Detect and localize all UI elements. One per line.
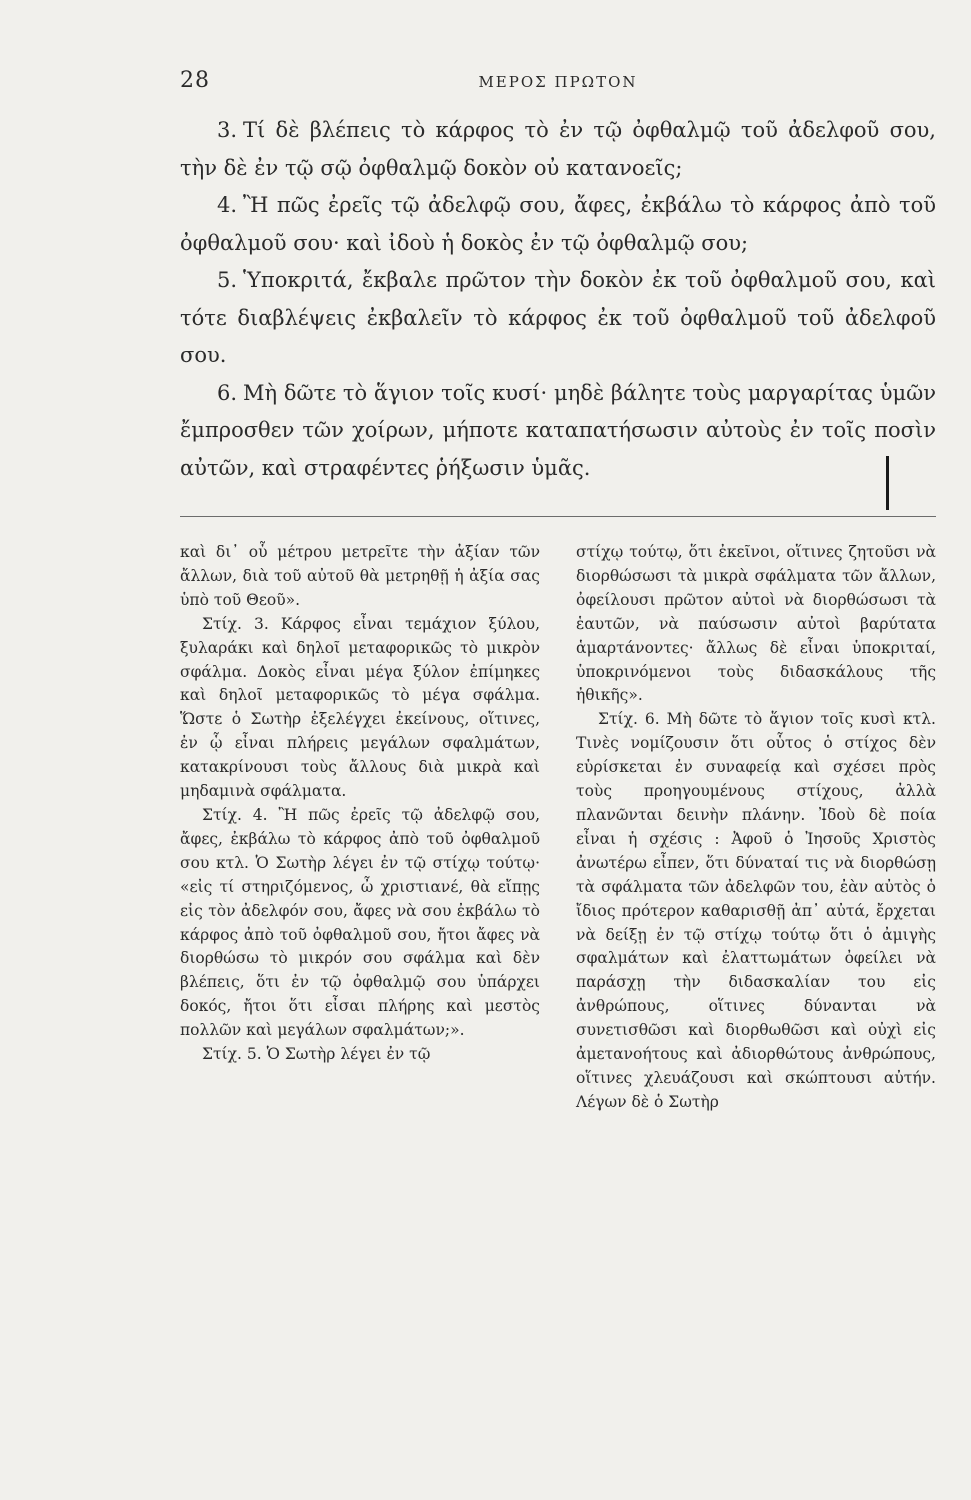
- note-verse-5: Στίχ. 5. Ὁ Σωτὴρ λέγει ἐν τῷ: [202, 1045, 431, 1064]
- verse-number: 5.: [217, 268, 238, 292]
- verse-6: [180, 375, 936, 488]
- verse-text: Μὴ δῶτε τὸ ἅγιον τοῖς κυσί· μηδὲ βάλητε τοὺς μαργαρίτας ὑμῶν ἔμπροσθεν τῶν χοίρων, μήποτε καταπατήσωσιν αὐτοὺς ἐν τοῖς ποσὶν αὐτῶν, καὶ στραφέντες ῥήξωσιν ὑμᾶς.: [180, 380, 936, 480]
- verse-text: Τί δὲ βλέπεις τὸ κάρφος τὸ ἐν τῷ ὀφθαλμῷ τοῦ ἀδελφοῦ σου, τὴν δὲ ἐν τῷ σῷ ὀφθαλμῷ δοκὸν οὐ κατανοεῖς;: [180, 118, 936, 180]
- verse-number: 3.: [217, 118, 238, 142]
- commentary-right-column: [576, 541, 936, 1115]
- note-paragraph: στίχῳ τούτῳ, ὅτι ἐκεῖνοι, οἵτινες ζητοῦσι νὰ διορθώσωσι τὰ μικρὰ σφάλματα τῶν ἄλλων, ὀφείλουσι πρῶτον αὐτοὶ νὰ διορθώσωσι τὰ ἑαυτῶν, νὰ παύσωσιν αὐτοὶ βαρύτατα ἁμαρτάνοντες· ἄλλως δὲ εἶναι ὑποκριταί, ὑποκρινόμενοι τοὺς διδασκάλους τῆς ἠθικῆς».: [576, 543, 936, 705]
- page-header: [180, 68, 936, 98]
- verse-4: [180, 187, 936, 262]
- note-verse-3: Στίχ. 3. Κάρφος εἶναι τεμάχιον ξύλου, ξυλαράκι καὶ δηλοῖ μεταφορικῶς τὸ μικρὸν σφάλμα. Δοκὸς εἶναι μέγα ξύλον ἐπίμηκες καὶ δηλοῖ μεταφορικῶς τὸ μέγα σφάλμα. Ὥστε ὁ Σωτὴρ ἐξελέγχει ἐκείνους, οἵτινες, ἐν ᾧ εἶναι πλήρεις μεγάλων σφαλμάτων, κατακρίνουσι τοὺς ἄλλους διὰ μικρὰ καὶ μηδαμινὰ σφάλματα.: [180, 614, 540, 801]
- verse-number: 6.: [217, 380, 238, 405]
- verse-text: Ὑποκριτά, ἔκβαλε πρῶτον τὴν δοκὸν ἐκ τοῦ ὀφθαλμοῦ σου, καὶ τότε διαβλέψεις ἐκβαλεῖν τὸ κάρφος ἐκ τοῦ ὀφθαλμοῦ τοῦ ἀδελφοῦ σου.: [180, 268, 936, 367]
- note-verse-6: Στίχ. 6. Μὴ δῶτε τὸ ἅγιον τοῖς κυσὶ κτλ. Τινὲς νομίζουσιν ὅτι οὗτος ὁ στίχος δὲν εὑρίσκεται ἐν συναφείᾳ καὶ σχέσει πρὸς τοὺς προηγουμένους στίχους, ἀλλὰ πλανῶνται δεινὴν πλάνην. Ἰδοὺ δὲ ποία εἶναι ἡ σχέσις : Ἀφοῦ ὁ Ἰησοῦς Χριστὸς ἀνωτέρω εἶπεν, ὅτι δύναταί τις νὰ διορθώσῃ τὰ σφάλματα τῶν ἀδελφῶν του, ἐὰν αὐτὸς ὁ ἴδιος πρότερον καθαρισθῇ ἀπ᾽ αὐτά, ἔρχεται νὰ δείξῃ ἐν τῷ στίχῳ τούτῳ ὅτι ὁ ἀμιγὴς σφαλμάτων καὶ ἐλαττωμάτων ὀφείλει νὰ παράσχῃ τὴν διδασκαλίαν του εἰς ἀνθρώπους, οἵτινες δύνανται νὰ συνετισθῶσι καὶ διορθωθῶσι καὶ οὐχὶ εἰς ἀμετανοήτους καὶ ἀδιορθώτους ἀνθρώπους, οἵτινες χλευάζουσι καὶ σκώπτουσι αὐτήν. Λέγων δὲ ὁ Σωτὴρ: [576, 710, 936, 1111]
- verse-3: [180, 112, 936, 187]
- scripture-verses: [180, 112, 936, 487]
- running-title: ΜΕΡΟΣ ΠΡΩΤΟΝ: [478, 73, 638, 91]
- margin-pen-mark: [886, 456, 889, 510]
- verse-number: 4.: [217, 193, 238, 217]
- commentary-left-column: [180, 541, 540, 1115]
- commentary-notes: [180, 541, 936, 1115]
- page-number: 28: [180, 68, 210, 93]
- verse-text: Ἢ πῶς ἐρεῖς τῷ ἀδελφῷ σου, ἄφες, ἐκβάλω τὸ κάρφος ἀπὸ τοῦ ὀφθαλμοῦ σου· καὶ ἰδοὺ ἡ δοκὸς ἐν τῷ ὀφθαλμῷ σου;: [180, 193, 936, 255]
- verse-5: [180, 262, 936, 375]
- note-paragraph: καὶ δι᾽ οὗ μέτρου μετρεῖτε τὴν ἀξίαν τῶν ἄλλων, διὰ τοῦ αὐτοῦ θὰ μετρηθῇ ἡ ἀξία σας ὑπὸ τοῦ Θεοῦ».: [180, 543, 540, 609]
- note-verse-4: Στίχ. 4. Ἢ πῶς ἐρεῖς τῷ ἀδελφῷ σου, ἄφες, ἐκβάλω τὸ κάρφος ἀπὸ τοῦ ὀφθαλμοῦ σου κτλ. Ὁ Σωτὴρ λέγει ἐν τῷ στίχῳ τούτῳ· «εἰς τί στηριζόμενος, ὦ χριστιανέ, θὰ εἴπῃς εἰς τὸν ἀδελφόν σου, ἄφες νὰ σου ἐκβάλω τὸ κάρφος ἀπὸ τοῦ ὀφθαλμοῦ σου, ἤτοι ἄφες νὰ διορθώσω τὸ μικρόν σου σφάλμα καὶ δὲν βλέπεις, ὅτι ἐν τῷ ὀφθαλμῷ σου ὑπάρχει δοκός, ἤτοι ὅτι εἶσαι πλήρης καὶ μεστὸς πολλῶν καὶ μεγάλων σφαλμάτων;».: [180, 805, 540, 1040]
- footnote-divider: [180, 516, 936, 517]
